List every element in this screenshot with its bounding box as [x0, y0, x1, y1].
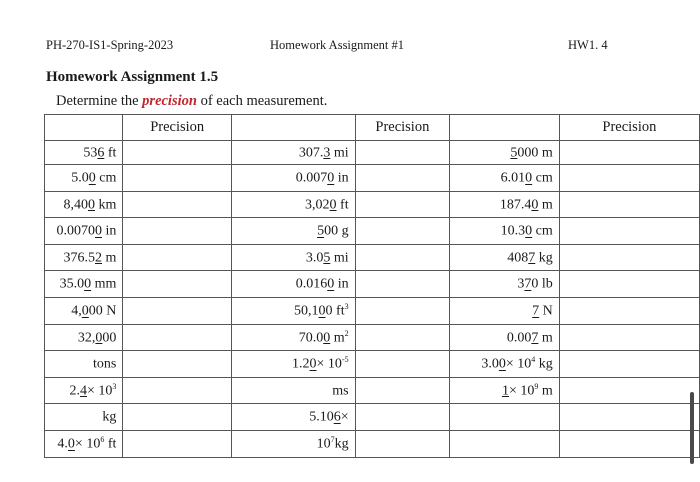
- precision-answer-cell[interactable]: [559, 324, 699, 351]
- measurement-part-b: N: [539, 303, 553, 319]
- measurement-part-u: 1: [501, 383, 509, 399]
- measurement-part-b: m: [538, 330, 553, 346]
- measurement-part-u: 0: [318, 303, 326, 319]
- precision-answer-cell[interactable]: [355, 297, 450, 324]
- measurement-cell: [45, 297, 123, 324]
- assignment-header: Homework Assignment #1: [270, 38, 405, 52]
- precision-answer-cell[interactable]: [559, 377, 699, 404]
- measurement-part-a: 5.10: [309, 409, 334, 425]
- precision-answer-cell[interactable]: [355, 218, 450, 245]
- measurement-cell: [45, 141, 123, 165]
- measurement-part-b: m: [102, 250, 117, 266]
- measurement-part-sup: 2: [344, 328, 349, 338]
- measurement-part-a: 53: [83, 145, 98, 161]
- measurement-part-u: 5: [317, 223, 325, 239]
- measurement-cell: [231, 218, 355, 245]
- measurement-cell: [450, 218, 560, 245]
- measurement-cell: [231, 271, 355, 298]
- measurement-part-u: 0: [329, 197, 337, 213]
- measurement-part-b: ×: [340, 409, 349, 425]
- measurement-cell: [450, 271, 560, 298]
- precision-answer-cell[interactable]: [355, 244, 450, 271]
- measurement-part-a: ms: [332, 383, 349, 399]
- table-row: [45, 351, 700, 378]
- header-blank-1: [45, 115, 123, 141]
- header-precision-1: Precision: [123, 115, 232, 141]
- measurement-part-b: in: [334, 277, 349, 292]
- instruction: [56, 93, 327, 110]
- table-row: [45, 404, 700, 431]
- measurement-part-a: 3.0: [481, 356, 499, 372]
- measurement-part-b: cm: [532, 223, 553, 239]
- measurement-part-u: 5: [323, 250, 331, 266]
- measurement-cell: [450, 430, 560, 457]
- measurement-part-c: ft: [104, 436, 117, 452]
- measurement-part-b: 0 ft: [325, 303, 345, 319]
- measurement-part-a: 3.0: [305, 250, 324, 266]
- table-row: [45, 297, 700, 324]
- precision-answer-cell[interactable]: [559, 430, 699, 457]
- measurement-cell: [450, 191, 560, 218]
- measurement-part-a: tons: [93, 356, 117, 372]
- measurement-part-b: mi: [330, 145, 349, 161]
- measurement-part-a: 35.0: [59, 277, 85, 292]
- measurement-cell: [45, 351, 123, 378]
- measurement-part-b: 00 N: [88, 303, 117, 319]
- measurement-cell: [450, 244, 560, 271]
- page-title: Homework Assignment 1.5: [46, 69, 219, 85]
- measurement-part-u: 0: [327, 170, 335, 186]
- measurement-part-u: 3: [323, 145, 331, 161]
- measurement-part-b: cm: [532, 170, 553, 186]
- table-row: [45, 271, 700, 298]
- measurement-part-a: 50,1: [294, 303, 319, 319]
- measurement-part-a: 8,40: [63, 197, 88, 213]
- precision-answer-cell[interactable]: [123, 324, 232, 351]
- precision-answer-cell[interactable]: [123, 351, 232, 378]
- measurement-part-a: 10.3: [500, 223, 526, 239]
- table-row: [45, 141, 700, 165]
- measurement-part-sup: 3: [112, 381, 117, 391]
- measurement-part-a: 1.2: [292, 356, 310, 372]
- measurement-part-b: kg: [535, 250, 553, 266]
- measurement-part-sup: 4: [531, 355, 536, 365]
- measurement-part-b: 0 lb: [531, 277, 553, 292]
- measurement-cell: [450, 141, 560, 165]
- measurement-part-b: ft: [336, 197, 349, 213]
- measurement-part-b: in: [334, 170, 349, 186]
- measurement-cell: [450, 377, 560, 404]
- measurement-part-u: 0: [88, 170, 96, 186]
- table-row: [45, 377, 700, 404]
- measurement-cell: [450, 324, 560, 351]
- precision-answer-cell[interactable]: [559, 244, 699, 271]
- measurement-part-sup: 6: [100, 434, 105, 444]
- precision-table: [44, 114, 700, 458]
- precision-answer-cell[interactable]: [559, 297, 699, 324]
- measurement-part-u: 0: [81, 303, 89, 319]
- precision-answer-cell[interactable]: [355, 271, 450, 298]
- measurement-part-b: 00 g: [324, 223, 349, 239]
- measurement-part-b: in: [102, 223, 117, 239]
- measurement-part-a: 4.: [57, 436, 68, 452]
- precision-answer-cell[interactable]: [355, 324, 450, 351]
- measurement-part-sup: 7: [330, 434, 335, 444]
- page-label: HW1. 4: [568, 38, 608, 52]
- measurement-cell: [231, 404, 355, 431]
- header-blank-2: [231, 115, 355, 141]
- precision-answer-cell[interactable]: [559, 271, 699, 298]
- measurement-part-u: 0: [67, 436, 75, 452]
- measurement-part-b: 00: [102, 330, 117, 346]
- table-row: [45, 324, 700, 351]
- measurement-part-c: m: [538, 383, 553, 399]
- precision-answer-cell[interactable]: [123, 244, 232, 271]
- measurement-cell: [45, 191, 123, 218]
- measurement-part-sup: 3: [344, 301, 349, 311]
- measurement-cell: [231, 430, 355, 457]
- precision-answer-cell[interactable]: [559, 218, 699, 245]
- measurement-part-a: 0.0070: [56, 223, 95, 239]
- precision-answer-cell[interactable]: [355, 141, 450, 165]
- measurement-part-u: 0: [309, 356, 317, 372]
- precision-answer-cell[interactable]: [123, 297, 232, 324]
- measurement-part-b: mm: [91, 277, 117, 292]
- scrollbar[interactable]: [690, 392, 694, 464]
- measurement-part-b: × 10: [505, 356, 532, 372]
- measurement-part-a: 0.016: [295, 277, 328, 292]
- measurement-part-sup: 9: [534, 381, 539, 391]
- measurement-part-sup: -5: [341, 355, 349, 365]
- table-row: [45, 191, 700, 218]
- precision-answer-cell[interactable]: [559, 404, 699, 431]
- table-row: [45, 244, 700, 271]
- table-header-row: [45, 115, 700, 141]
- precision-answer-cell[interactable]: [123, 377, 232, 404]
- measurement-part-u: 0: [525, 223, 533, 239]
- measurement-part-b: cm: [95, 170, 117, 186]
- precision-answer-cell[interactable]: [123, 404, 232, 431]
- measurement-cell: [231, 165, 355, 192]
- measurement-part-a: 3,02: [305, 197, 330, 213]
- measurement-part-a: 408: [507, 250, 529, 266]
- measurement-part-a: kg: [102, 409, 117, 425]
- measurement-part-a: 5.0: [71, 170, 89, 186]
- measurement-part-b: 000 m: [517, 145, 553, 161]
- measurement-part-u: 0: [327, 277, 335, 292]
- measurement-part-a: 32,: [77, 330, 96, 346]
- table-row: [45, 218, 700, 245]
- precision-answer-cell[interactable]: [355, 430, 450, 457]
- measurement-cell: [231, 377, 355, 404]
- precision-answer-cell[interactable]: [559, 141, 699, 165]
- precision-answer-cell[interactable]: [123, 165, 232, 192]
- measurement-part-u: 0: [84, 277, 92, 292]
- measurement-cell: [450, 404, 560, 431]
- measurement-cell: [450, 165, 560, 192]
- course-code: PH-270-IS1-Spring-2023: [46, 38, 174, 52]
- measurement-part-b: ft: [104, 145, 117, 161]
- measurement-part-b: km: [95, 197, 117, 213]
- measurement-part-b: mi: [330, 250, 349, 266]
- table-row: [45, 430, 700, 457]
- measurement-part-a: 0.007: [295, 170, 328, 186]
- precision-answer-cell[interactable]: [123, 141, 232, 165]
- measurement-part-u: 7: [531, 330, 539, 346]
- precision-answer-cell[interactable]: [123, 430, 232, 457]
- precision-answer-cell[interactable]: [559, 165, 699, 192]
- measurement-cell: [231, 244, 355, 271]
- measurement-part-u: 0: [525, 170, 533, 186]
- table-body: [45, 141, 700, 458]
- measurement-part-u: 7: [528, 250, 536, 266]
- measurement-part-b: × 10: [316, 356, 342, 372]
- measurement-cell: [45, 404, 123, 431]
- measurement-cell: [45, 218, 123, 245]
- measurement-cell: [45, 430, 123, 457]
- measurement-cell: [231, 141, 355, 165]
- measurement-part-u: 2: [95, 250, 102, 266]
- measurement-part-c: kg: [334, 436, 349, 452]
- measurement-cell: [45, 324, 123, 351]
- precision-answer-cell[interactable]: [559, 351, 699, 378]
- measurement-part-a: 0.00: [506, 330, 532, 346]
- measurement-part-b: × 10: [86, 383, 113, 399]
- measurement-cell: [231, 191, 355, 218]
- measurement-part-u: 6: [97, 145, 105, 161]
- measurement-cell: [231, 351, 355, 378]
- precision-answer-cell[interactable]: [355, 165, 450, 192]
- measurement-part-u: 0: [323, 330, 331, 346]
- precision-answer-cell[interactable]: [123, 271, 232, 298]
- header-precision-3: Precision: [559, 115, 699, 141]
- precision-answer-cell[interactable]: [355, 377, 450, 404]
- measurement-part-u: 0: [95, 330, 103, 346]
- header-blank-3: [450, 115, 560, 141]
- instruction-emphasis: precision: [142, 93, 197, 109]
- measurement-part-u: 0: [88, 197, 95, 213]
- measurement-part-a: 4,: [71, 303, 82, 319]
- measurement-cell: [45, 377, 123, 404]
- measurement-part-u: 0: [95, 223, 102, 239]
- header-precision-2: Precision: [355, 115, 450, 141]
- measurement-part-u: 5: [510, 145, 518, 161]
- measurement-part-c: kg: [535, 356, 553, 372]
- precision-answer-cell[interactable]: [355, 351, 450, 378]
- measurement-part-a: 2.: [69, 383, 80, 399]
- measurement-cell: [45, 271, 123, 298]
- measurement-part-a: 10: [316, 436, 331, 452]
- table-row: [45, 165, 700, 192]
- measurement-part-a: 307.: [298, 145, 324, 161]
- measurement-part-b: m: [330, 330, 345, 346]
- measurement-part-u: 0: [531, 197, 539, 213]
- measurement-part-a: 376.5: [63, 250, 95, 266]
- measurement-cell: [231, 297, 355, 324]
- instruction-before: Determine the: [56, 93, 143, 109]
- measurement-part-a: 6.01: [500, 170, 526, 186]
- measurement-cell: [45, 244, 123, 271]
- measurement-part-u: 7: [524, 277, 532, 292]
- measurement-part-u: 0: [498, 356, 506, 372]
- precision-answer-cell[interactable]: [123, 191, 232, 218]
- measurement-cell: [231, 324, 355, 351]
- measurement-part-u: 6: [333, 409, 341, 425]
- measurement-cell: [450, 351, 560, 378]
- measurement-cell: [45, 165, 123, 192]
- measurement-part-a: 70.0: [298, 330, 324, 346]
- measurement-part-u: 7: [532, 303, 540, 319]
- measurement-cell: [450, 297, 560, 324]
- measurement-part-a: 3: [517, 277, 525, 292]
- measurement-part-b: × 10: [508, 383, 535, 399]
- measurement-part-b: × 10: [74, 436, 101, 452]
- precision-answer-cell[interactable]: [355, 404, 450, 431]
- instruction-after: of each measurement.: [196, 93, 328, 109]
- precision-answer-cell[interactable]: [123, 218, 232, 245]
- precision-answer-cell[interactable]: [355, 191, 450, 218]
- measurement-part-u: 4: [79, 383, 87, 399]
- measurement-part-b: m: [538, 197, 553, 213]
- precision-answer-cell[interactable]: [559, 191, 699, 218]
- measurement-part-a: 187.4: [499, 197, 532, 213]
